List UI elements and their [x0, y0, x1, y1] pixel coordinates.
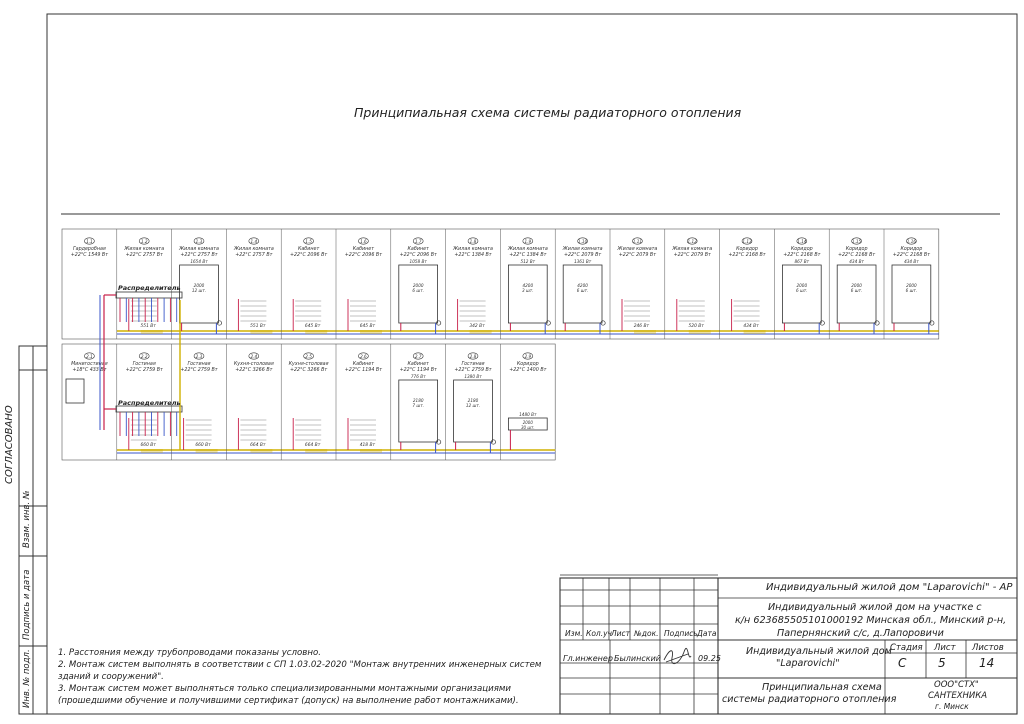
- manifold-top: [104, 292, 182, 322]
- room-number: 2.8: [469, 354, 477, 359]
- circuit-power: 551 Вт: [250, 324, 266, 329]
- room-cell-2.8: [446, 344, 496, 460]
- room-spec: +22°C 3266 Вт: [235, 368, 273, 373]
- room-cell-1.5: [281, 229, 327, 339]
- room-spec: +22°C 1384 Вт: [509, 253, 547, 258]
- radiator-sections: 6 шт.: [412, 288, 425, 293]
- circuit-pipe-band: [470, 330, 492, 334]
- circuit-power: 342 Вт: [469, 324, 485, 329]
- room-spec: +22°C 1400 Вт: [509, 368, 547, 373]
- note-line: (прошедшими обучение и получившими сертификат (допуск) на выполнение работ монтажниками).: [58, 696, 519, 706]
- radiator-power: 434 Вт: [849, 259, 864, 264]
- room-cell-1.10: [555, 229, 605, 339]
- circuit-power: 645 Вт: [304, 324, 321, 329]
- sheet-label: Лист: [934, 643, 956, 653]
- room-number: 2.2: [140, 354, 148, 359]
- room-number: 2.9: [524, 354, 532, 359]
- project-desc-1: Индивидуальный жилой дом на участке с: [768, 602, 982, 613]
- circuit-pipe-band: [360, 449, 382, 453]
- circuit-pipe-band: [305, 449, 327, 453]
- manifold-body: [116, 292, 182, 298]
- room-cell-2.7: [391, 344, 441, 460]
- room-cell-2.1: [71, 353, 108, 373]
- room-number: 2.6: [360, 354, 367, 359]
- row-floor-1: [62, 229, 939, 339]
- radiator-sections: 6 шт.: [795, 288, 808, 293]
- radiator-sections: 12 шт.: [465, 403, 481, 408]
- manifold-label-top: Распределитель: [118, 284, 181, 292]
- stage-value: С: [898, 656, 907, 670]
- room-cell-1.9: [500, 229, 550, 339]
- radiator-body: [399, 380, 438, 442]
- circuit-power: 645 Вт: [359, 324, 376, 329]
- col-date: Дата: [697, 629, 717, 638]
- engineer-date: 09.25: [698, 654, 721, 663]
- room-cell-2.9: [500, 344, 547, 460]
- room-spec: +22°C 1549 Вт: [70, 253, 109, 258]
- room-name: Жилая комната: [124, 247, 165, 252]
- radiator-body: [454, 380, 493, 442]
- note-line: зданий и сооружений".: [58, 672, 164, 682]
- room-spec: +22°C 2168 Вт: [892, 253, 931, 258]
- room-name: Коридор: [516, 362, 539, 367]
- radiator-size: 2000: [412, 283, 424, 288]
- room-name: Коридор: [790, 247, 813, 252]
- stage-label: Стадия: [890, 643, 923, 653]
- room-name: Коридор: [900, 247, 923, 252]
- radiator-power: 1058 Вт: [409, 259, 427, 264]
- room-name: Кухня-столовая: [233, 362, 274, 367]
- object-name-2: "Laparovichi": [776, 658, 840, 669]
- radiator-power: 1654 Вт: [190, 259, 208, 264]
- room-name: Коридор: [736, 247, 758, 252]
- room-name: Гардеробная: [72, 247, 106, 252]
- circuit-pipe-band: [196, 449, 218, 453]
- room-spec: +22°C 2096 Вт: [344, 253, 383, 258]
- circuit-power: 246 Вт: [633, 324, 650, 329]
- radiator-body: [180, 265, 219, 323]
- radiator-body: [782, 265, 821, 323]
- room-spec: +22°C 2079 Вт: [618, 253, 657, 258]
- project-desc-3: Папернянский с/с, д.Лапоровичи: [777, 628, 944, 639]
- room-name: Минигостиная: [71, 362, 108, 367]
- room-cell-2.6: [336, 344, 382, 460]
- radiator-body: [837, 265, 876, 323]
- room-number: 1.1: [86, 239, 93, 244]
- room-name: Жилая комната: [179, 247, 219, 252]
- radiator-size: 4200: [522, 283, 534, 288]
- circuit-power: 434 Вт: [743, 324, 759, 329]
- radiator-sections: 6 шт.: [850, 288, 863, 293]
- radiator-size: 2180: [467, 398, 479, 403]
- room-spec: +22°C 2168 Вт: [837, 253, 876, 258]
- radiator-sections: 6 шт.: [905, 288, 918, 293]
- room-cell-1.12: [665, 229, 712, 339]
- room-cell-1.14: [774, 229, 824, 339]
- radiator-sections: 3 шт.: [521, 288, 534, 293]
- room-number: 1.7: [414, 239, 422, 244]
- heating-schema: [62, 229, 939, 460]
- col-list: Лист: [611, 629, 631, 638]
- room-number: 1.16: [906, 239, 917, 244]
- circuit-pipe-band: [305, 330, 327, 334]
- room-number: 2.7: [414, 354, 422, 359]
- radiator-sections: 7 шт.: [412, 403, 425, 408]
- room-cell-2.5: [281, 344, 328, 460]
- room-cell-1.8: [446, 229, 493, 339]
- radiator-body: [399, 265, 438, 323]
- radiator-power: 867 Вт: [794, 259, 810, 264]
- inv-orig-label: Инв. № подл.: [22, 649, 32, 708]
- room-number: 1.2: [140, 239, 148, 244]
- room-name: Кабинет: [407, 362, 429, 367]
- room-spec: +22°C 2096 Вт: [399, 253, 437, 258]
- circuit-power: 520 Вт: [688, 324, 704, 329]
- room-spec: +22°C 1384 Вт: [454, 253, 492, 258]
- radiator-body: [563, 265, 602, 323]
- room-cell-1.16: [884, 229, 934, 339]
- manifold-bottom: [104, 406, 182, 436]
- circuit-pipe-band: [250, 330, 272, 334]
- room-cell-1.15: [829, 229, 879, 339]
- room-spec: +22°C 2759 Вт: [180, 368, 218, 373]
- room-number: 1.15: [851, 239, 862, 244]
- circuit-power: 660 Вт: [195, 443, 211, 448]
- room-name: Жилая комната: [562, 247, 603, 252]
- radiator-size: 4200: [577, 283, 588, 288]
- engineer-name: Былинский: [614, 654, 661, 663]
- room-number: 1.14: [797, 239, 807, 244]
- sheet-value: 5: [938, 656, 946, 670]
- room-name: Жилая комната: [453, 247, 493, 252]
- room-cell-1.13: [720, 229, 766, 339]
- room-spec: +22°C 2079 Вт: [673, 253, 711, 258]
- room-name: Жилая комната: [507, 247, 548, 252]
- circuit-pipe-band: [744, 330, 766, 334]
- room-spec: +22°C 2757 Вт: [235, 253, 273, 258]
- room-cell-1.11: [610, 229, 657, 339]
- drawing-title: Принципиальная схема системы радиаторного отопления: [354, 105, 742, 120]
- replace-inv-label: Взам. инв. №: [22, 490, 32, 548]
- circuit-pipe-band: [250, 449, 272, 453]
- org-line-2: САНТЕХНИКА: [928, 691, 988, 701]
- boiler-box: [66, 379, 84, 403]
- circuit-power: 660 Вт: [140, 443, 156, 448]
- note-line: 1. Расстояния между трубопроводами показаны условно.: [58, 648, 321, 658]
- room-name: Кухня-столовая: [288, 362, 329, 367]
- room-number: 1.11: [632, 239, 643, 244]
- room-name: Кабинет: [352, 247, 375, 252]
- drawing-name-1: Принципиальная схема: [762, 682, 882, 693]
- radiator-size: 2000: [851, 283, 862, 288]
- room-number: 1.12: [687, 239, 697, 244]
- room-name: Кабинет: [352, 362, 375, 367]
- room-cell-2.4: [226, 344, 273, 460]
- radiator-power: 434 Вт: [904, 259, 919, 264]
- project-desc-2: к/н 623685505101000192 Минская обл., Минский р-н,: [735, 615, 1007, 626]
- org-line-3: г. Минск: [935, 702, 969, 711]
- radiator-size: 2000: [906, 283, 917, 288]
- room-number: 2.5: [305, 354, 312, 359]
- room-name: Жилая комната: [672, 247, 713, 252]
- room-number: 1.6: [360, 239, 367, 244]
- room-number: 1.8: [469, 239, 477, 244]
- room-name: Коридор: [845, 247, 868, 252]
- radiator-body: [508, 265, 547, 323]
- room-cell-1.7: [391, 229, 441, 339]
- room-number: 2.1: [86, 354, 93, 359]
- radiator-size: 2000: [796, 283, 808, 288]
- room-number: 1.9: [524, 239, 532, 244]
- room-name: Кабинет: [407, 247, 429, 252]
- room-number: 1.5: [305, 239, 312, 244]
- room-cell-1.1: [71, 238, 108, 258]
- room-number: 1.13: [742, 239, 752, 244]
- room-spec: +22°C 2168 Вт: [728, 253, 766, 258]
- manifold-label-bottom: Распределитель: [118, 399, 181, 407]
- room-number: 1.10: [577, 239, 588, 244]
- circuit-pipe-band: [634, 330, 656, 334]
- project-code: Индивидуальный жилой дом "Laparovichi" - АР: [766, 582, 1013, 593]
- room-number: 2.3: [195, 354, 203, 359]
- sheets-value: 14: [979, 656, 995, 670]
- room-name: Гостиная: [187, 362, 211, 367]
- radiator-size: 2000: [193, 283, 205, 288]
- room-spec: +22°C 1194 Вт: [344, 368, 383, 373]
- room-spec: +18°C 433 Вт: [72, 368, 107, 373]
- room-spec: +22°C 2168 Вт: [783, 253, 821, 258]
- room-spec: +22°C 2757 Вт: [125, 253, 163, 258]
- radiator-power: 1380 Вт: [464, 374, 482, 379]
- circuit-pipe-band: [689, 330, 711, 334]
- radiator-sections: 12 шт.: [191, 288, 207, 293]
- room-spec: +22°C 2759 Вт: [454, 368, 492, 373]
- sheets-label: Листов: [972, 643, 1004, 653]
- room-name: Гостиная: [132, 362, 156, 367]
- circuit-pipe-band: [360, 330, 382, 334]
- drawing-name-2: системы радиаторного отопления: [722, 694, 897, 705]
- room-name: Гостиная: [461, 362, 485, 367]
- radiator-power: 512 Вт: [520, 259, 536, 264]
- col-koluch: Кол.уч: [586, 629, 612, 638]
- col-ndoc: №док.: [634, 629, 659, 638]
- room-number: 2.4: [250, 354, 258, 359]
- room-spec: +22°C 3266 Вт: [289, 368, 328, 373]
- circuit-power: 418 Вт: [359, 443, 376, 448]
- circuit-power: 551 Вт: [140, 324, 156, 329]
- room-cell-1.4: [226, 229, 273, 339]
- circuit-pipe-band: [141, 449, 163, 453]
- general-notes: [58, 647, 541, 707]
- convector-size: 2000: [522, 420, 533, 425]
- room-name: Жилая комната: [617, 247, 658, 252]
- circuit-power: 664 Вт: [304, 443, 321, 448]
- agreed-stamp: СОГЛАСОВАНО: [4, 405, 15, 484]
- engineer-role: Гл.инженер: [563, 654, 613, 663]
- signature-image: [660, 646, 694, 670]
- room-number: 1.4: [250, 239, 258, 244]
- room-name: Жилая комната: [233, 247, 274, 252]
- room-spec: +22°C 1194 Вт: [399, 368, 437, 373]
- sign-date-label: Подпись и дата: [22, 569, 32, 640]
- room-spec: +22°C 2757 Вт: [180, 253, 218, 258]
- room-spec: +22°C 2096 Вт: [289, 253, 328, 258]
- circuit-power: 664 Вт: [250, 443, 266, 448]
- room-spec: +22°C 2079 Вт: [563, 253, 602, 258]
- radiator-sections: 6 шт.: [576, 288, 589, 293]
- room-number: 1.3: [195, 239, 203, 244]
- circuit-pipe-band: [141, 330, 163, 334]
- convector-power: 1480 Вт: [519, 412, 537, 417]
- radiator-size: 2180: [412, 398, 424, 403]
- note-line: 2. Монтаж систем выполнять в соответствии с СП 1.03.02-2020 "Монтаж внутренних инженерных систем: [58, 660, 542, 670]
- radiator-power: 1361 Вт: [573, 259, 592, 264]
- room-spec: +22°C 2759 Вт: [125, 368, 163, 373]
- radiator-body: [892, 265, 931, 323]
- note-line: 3. Монтаж систем может выполняться только специализированными монтажными организациями: [58, 684, 511, 694]
- room-name: Кабинет: [297, 247, 320, 252]
- col-izm: Изм.: [565, 629, 583, 638]
- radiator-power: 776 Вт: [410, 374, 426, 379]
- col-sign: Подпись: [664, 629, 698, 638]
- room-cell-1.6: [336, 229, 382, 339]
- org-line-1: ООО"СТХ": [934, 680, 979, 690]
- convector-sections: 30 шт.: [520, 425, 535, 430]
- object-name-1: Индивидуальный жилой дом: [746, 646, 892, 657]
